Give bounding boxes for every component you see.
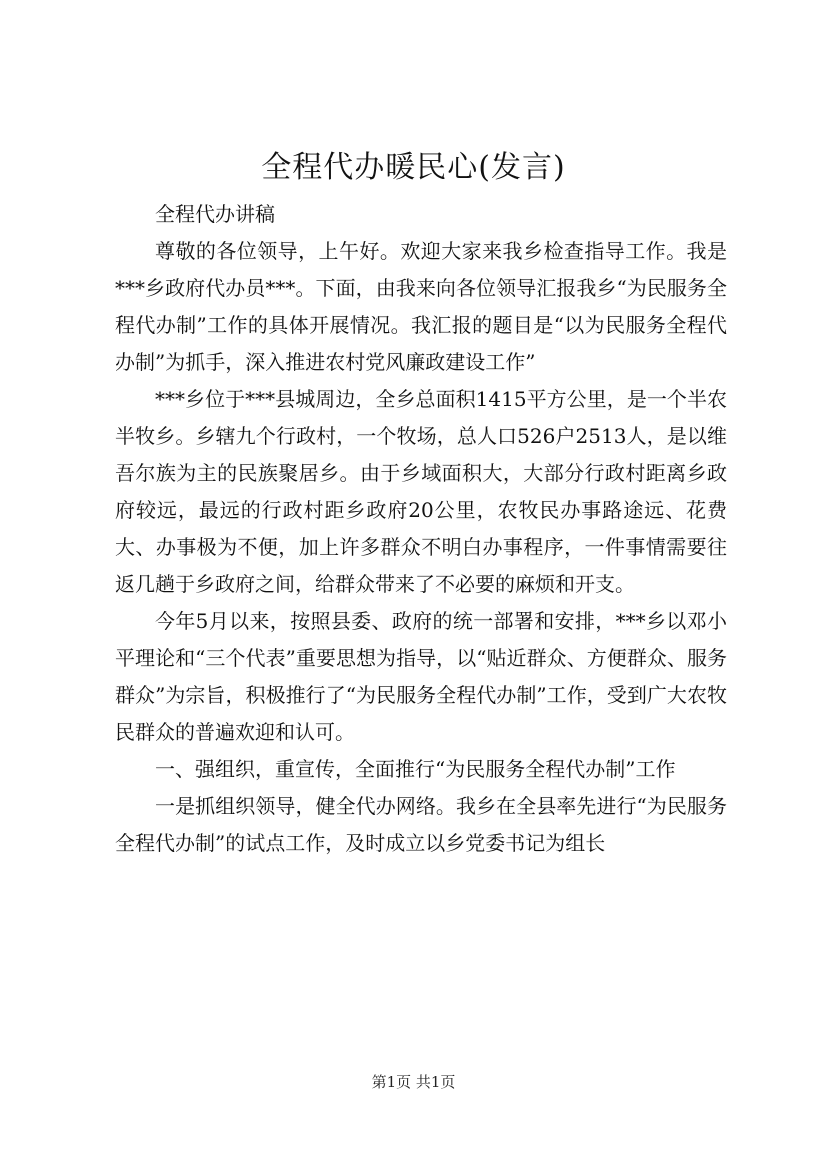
page-number: 第1页 共1页 xyxy=(371,1073,456,1091)
paragraph-organization: 一是抓组织领导，健全代办网络。我乡在全县率先进行“为民服务全程代办制”的试点工作，及时成立以乡党委书记为组长 xyxy=(115,794,727,855)
section-heading: 一、强组织，重宣传，全面推行“为民服务全程代办制”工作 xyxy=(155,757,676,781)
paragraph-overview: ***乡位于***县城周边，全乡总面积1415平方公里，是一个半农半牧乡。乡辖九个行政村，一个牧场，总人口526户2513人，是以维吾尔族为主的民族聚居乡。由于乡域面积大，大部分行政村距离乡政府较远，最远的行政村距乡政府20公里，农牧民办事路途远、花费大、办事极为不便，加上许多群众不明白办事程序，一件事情需要往返几趟于乡政府之间，给群众带来了不必要的麻烦和开支。 xyxy=(115,387,727,596)
document-title: 全程代办暖民心(发言) xyxy=(261,150,566,185)
document-body xyxy=(115,196,727,862)
paragraph-heading: 全程代办讲稿 xyxy=(155,202,275,226)
paragraph-greeting: 尊敬的各位领导，上午好。欢迎大家来我乡检查指导工作。我是***乡政府代办员***。下面，由我来向各位领导汇报我乡“为民服务全程代办制”工作的具体开展情况。我汇报的题目是“以为民服务全程代办制”为抓手，深入推进农村党风廉政建设工作” xyxy=(115,239,727,374)
paragraph-implementation: 今年5月以来，按照县委、政府的统一部署和安排，***乡以邓小平理论和“三个代表”重要思想为指导，以“贴近群众、方便群众、服务群众”为宗旨，积极推行了“为民服务全程代办制”工作，受到广大农牧民群众的普遍欢迎和认可。 xyxy=(115,609,727,744)
